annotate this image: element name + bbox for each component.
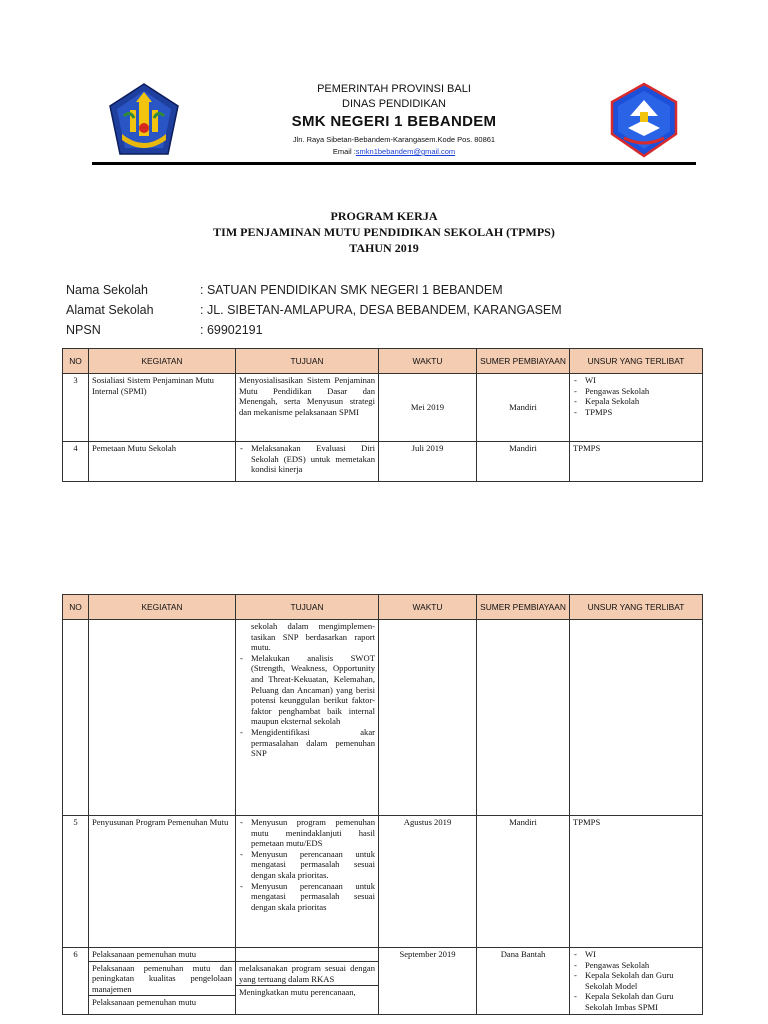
- table-header-row: [63, 595, 703, 620]
- cell-biaya: Dana Bantah: [477, 948, 570, 1015]
- info-label: NPSN: [66, 323, 101, 337]
- col-header-no: NO: [63, 595, 89, 620]
- info-value: : 69902191: [200, 323, 263, 337]
- table-row: [63, 442, 703, 482]
- cell-waktu: [379, 620, 477, 816]
- info-row-address: [66, 300, 562, 320]
- program-table-2: [62, 594, 703, 1015]
- kegiatan-part-c: Pelaksanaan pemenuhan mutu: [92, 997, 197, 1008]
- cell-biaya: Mandiri: [477, 816, 570, 948]
- email-link[interactable]: smkn1bebandem@gmail.com: [355, 147, 456, 156]
- info-row-school-name: [66, 280, 562, 300]
- list-item: - Menyusun perencanaan untuk mengatasi permasalah sesuai dengan skala prioritas.: [239, 849, 375, 881]
- list-item: - Menyusun perencanaan untuk mengatasi permasalah sesuai dengan skala prioritas: [239, 881, 375, 913]
- col-header-tujuan: TUJUAN: [236, 595, 379, 620]
- cell-waktu: Juli 2019: [379, 442, 477, 482]
- cell-kegiatan: Sosialiasi Sistem Penjaminan Mutu Internal (SPMI): [89, 374, 236, 442]
- cell-waktu: Mei 2019: [379, 374, 477, 442]
- cell-kegiatan: [89, 620, 236, 816]
- cell-no: 3: [63, 374, 89, 442]
- col-header-no: NO: [63, 349, 89, 374]
- cell-biaya: Mandiri: [477, 374, 570, 442]
- col-header-biaya: SUMER PEMBIAYAAN: [477, 595, 570, 620]
- col-header-kegiatan: KEGIATAN: [89, 349, 236, 374]
- school-address: Jln. Raya Sibetan-Bebandem-Karangasem.Kode Pos. 80861: [292, 135, 496, 144]
- cell-tujuan: [236, 442, 379, 482]
- program-table-1: [62, 348, 703, 482]
- cell-no: 5: [63, 816, 89, 948]
- government-name: PEMERINTAH PROVINSI BALI: [317, 83, 471, 95]
- cell-tujuan: [236, 620, 379, 816]
- info-value: : JL. SIBETAN-AMLAPURA, DESA BEBANDEM, KARANGASEM: [200, 303, 562, 317]
- school-name: SMK NEGERI 1 BEBANDEM: [291, 113, 497, 130]
- cell-biaya: [477, 620, 570, 816]
- tujuan-part-c: Meningkatkan mutu perencanaan,: [239, 987, 356, 998]
- school-emblem-icon: [606, 82, 682, 158]
- cell-tujuan: [236, 948, 379, 1015]
- table-row: [63, 948, 703, 1015]
- cell-waktu: Agustus 2019: [379, 816, 477, 948]
- table-row: [63, 816, 703, 948]
- list-item: - Pengawas Sekolah: [573, 386, 699, 397]
- email-label: Email :: [332, 147, 356, 156]
- list-item: - Mengidentifikasi akar permasalahan dalam pemenuhan SNP: [239, 727, 375, 759]
- cell-kegiatan: Penyusunan Program Pemenuhan Mutu: [89, 816, 236, 948]
- cell-kegiatan: Pemetaan Mutu Sekolah: [89, 442, 236, 482]
- tujuan-part-b: melaksanakan program sesuai dengan yang tertuang dalam RKAS: [236, 962, 378, 986]
- cell-no: [63, 620, 89, 816]
- letterhead: [92, 72, 696, 164]
- table-header-row: [63, 349, 703, 374]
- title-line-3: TAHUN 2019: [349, 241, 419, 255]
- kegiatan-part-a: Pelaksanaan pemenuhan mutu: [89, 948, 235, 962]
- cell-unsur: TPMPS: [570, 442, 703, 482]
- cell-kegiatan: [89, 948, 236, 1015]
- list-item: - Melaksanakan Evaluasi Diri Sekolah (EDS) untuk memetakan kondisi kinerja: [239, 443, 375, 475]
- list-item: - TPMPS: [573, 407, 699, 418]
- table-row: [63, 620, 703, 816]
- title-line-1: PROGRAM KERJA: [330, 209, 438, 223]
- list-item: - Menyusun program pemenuhan mutu menindaklanjuti hasil pemetaan mutu/EDS: [239, 817, 375, 849]
- cell-unsur: [570, 948, 703, 1015]
- col-header-tujuan: TUJUAN: [236, 349, 379, 374]
- kegiatan-part-b: Pelaksanaan pemenuhan mutu dan peningkatan kualitas pengelolaan manajemen: [89, 962, 235, 997]
- list-item: - WI: [573, 949, 699, 960]
- school-email-line: [212, 146, 576, 158]
- info-label: Alamat Sekolah: [66, 303, 154, 317]
- info-row-npsn: [66, 320, 562, 340]
- cell-unsur: TPMPS: [570, 816, 703, 948]
- letterhead-divider: [92, 162, 696, 165]
- department-name: DINAS PENDIDIKAN: [342, 98, 446, 110]
- school-info: [66, 280, 562, 340]
- list-item: - Pengawas Sekolah: [573, 960, 699, 971]
- col-header-unsur: UNSUR YANG TERLIBAT: [570, 349, 703, 374]
- title-line-2: TIM PENJAMINAN MUTU PENDIDIKAN SEKOLAH (TPMPS): [213, 225, 555, 239]
- cell-waktu: September 2019: [379, 948, 477, 1015]
- tujuan-continued: sekolah dalam mengimplemen-tasikan SNP berdasarkan raport mutu.: [251, 621, 375, 653]
- list-item: - Kepala Sekolah: [573, 396, 699, 407]
- col-header-unsur: UNSUR YANG TERLIBAT: [570, 595, 703, 620]
- letterhead-text: [212, 82, 576, 158]
- cell-unsur: [570, 620, 703, 816]
- cell-tujuan: [236, 816, 379, 948]
- cell-unsur: [570, 374, 703, 442]
- list-item: - Melakukan analisis SWOT (Strength, Weakness, Opportunity and Threat-Kekuatan, Kelemahan, Peluang dan Ancaman) yang berisi potensi keunggulan berikut faktor-faktor penghambat baik internal maupun eksternal sekolah: [239, 653, 375, 727]
- info-label: Nama Sekolah: [66, 283, 148, 297]
- table-row: [63, 374, 703, 442]
- tujuan-part-a: [236, 948, 378, 962]
- bali-province-emblem-icon: [106, 82, 182, 158]
- cell-biaya: Mandiri: [477, 442, 570, 482]
- cell-no: 6: [63, 948, 89, 1015]
- cell-no: 4: [63, 442, 89, 482]
- col-header-waktu: WAKTU: [379, 595, 477, 620]
- document-title: [0, 208, 768, 256]
- list-item: - Kepala Sekolah dan Guru Sekolah Model: [573, 970, 699, 991]
- col-header-biaya: SUMER PEMBIAYAAN: [477, 349, 570, 374]
- col-header-waktu: WAKTU: [379, 349, 477, 374]
- list-item: - WI: [573, 375, 699, 386]
- cell-tujuan: Menyosialisasikan Sistem Penjaminan Mutu Pendidikan Dasar dan Menengah, serta Menyusun strategi dan mekanisme pelaksanaan SPMI: [236, 374, 379, 442]
- info-value: : SATUAN PENDIDIKAN SMK NEGERI 1 BEBANDEM: [200, 283, 503, 297]
- list-item: - Kepala Sekolah dan Guru Sekolah Imbas SPMI: [573, 991, 699, 1012]
- col-header-kegiatan: KEGIATAN: [89, 595, 236, 620]
